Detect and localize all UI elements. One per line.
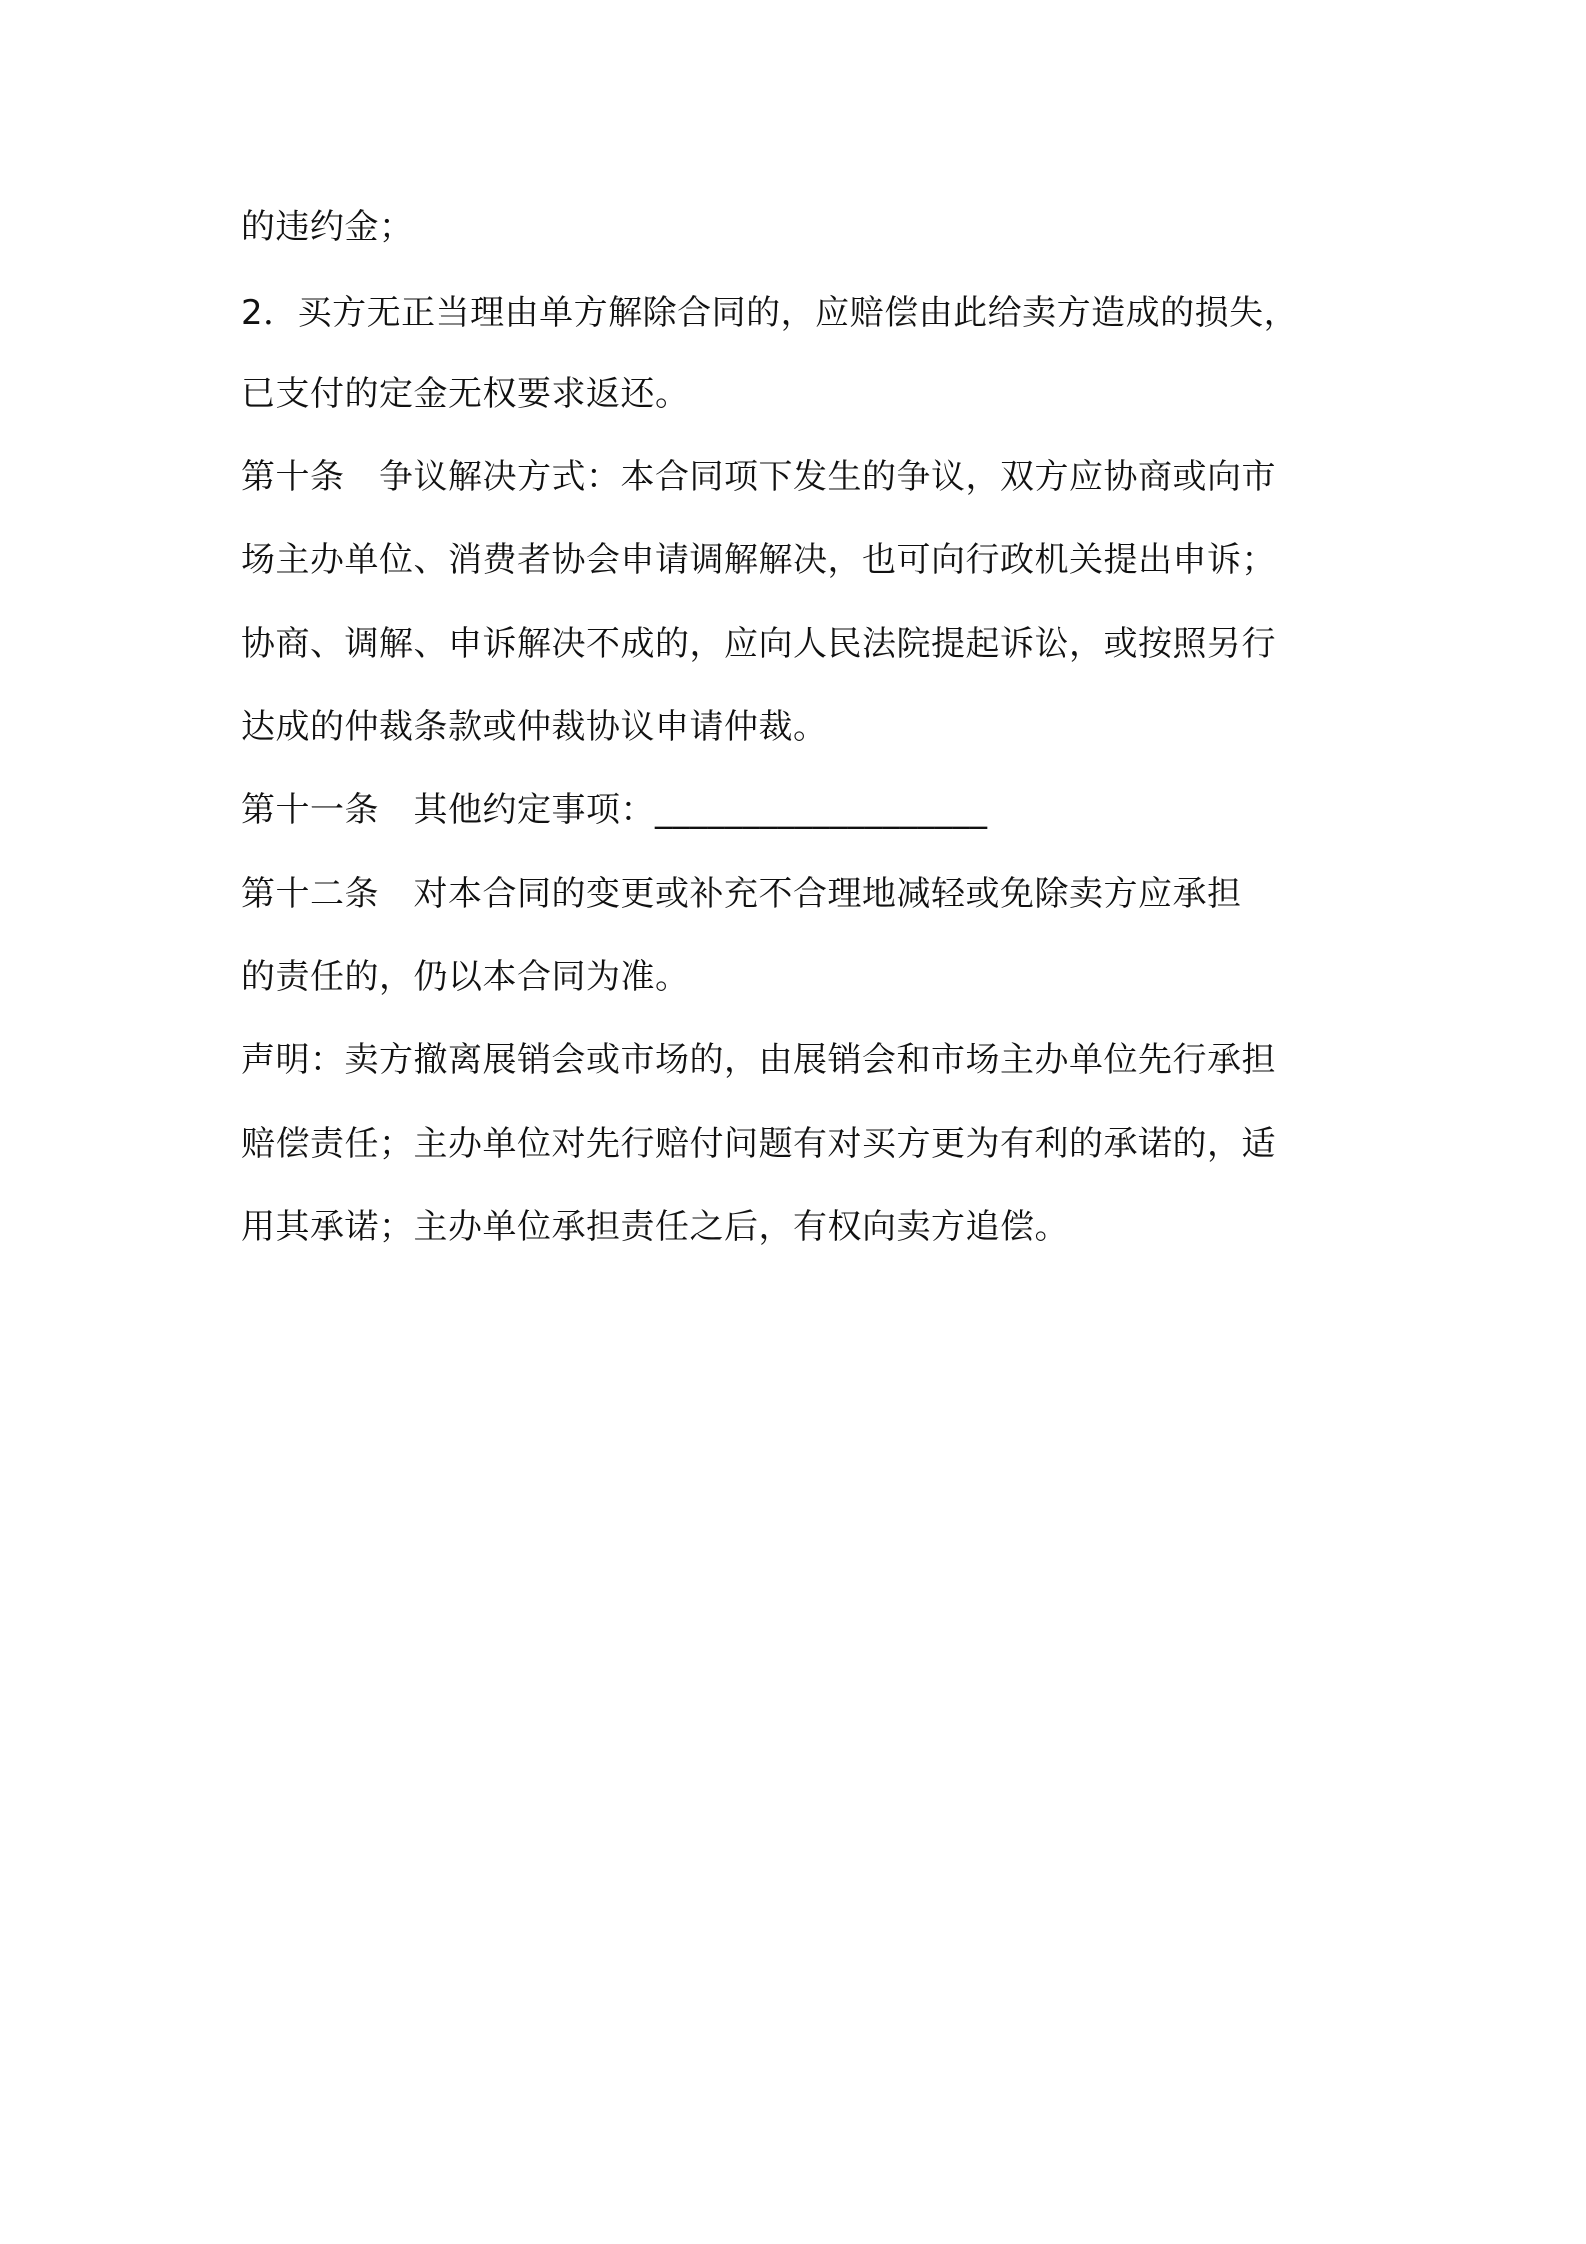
- text-line: 已支付的定金无权要求返还。: [241, 374, 690, 414]
- text-line: 场主办单位、消费者协会申请调解解决，也可向行政机关提出申诉；: [241, 540, 1276, 580]
- text-line: 声明：卖方撤离展销会或市场的，由展销会和市场主办单位先行承担: [241, 1040, 1276, 1080]
- text-line: 赔偿责任；主办单位对先行赔付问题有对买方更为有利的承诺的，适: [241, 1124, 1276, 1164]
- text-line: 协商、调解、申诉解决不成的，应向人民法院提起诉讼，或按照另行: [241, 624, 1276, 664]
- text-line: 第十二条 对本合同的变更或补充不合理地减轻或免除卖方应承担: [241, 874, 1242, 914]
- text-line: 第十条 争议解决方式：本合同项下发生的争议，双方应协商或向市: [241, 457, 1276, 497]
- text-line: 2．买方无正当理由单方解除合同的，应赔偿由此给卖方造成的损失，: [241, 293, 1299, 333]
- text-line: 达成的仲裁条款或仲裁协议申请仲裁。: [241, 707, 828, 747]
- text-line: 的责任的，仍以本合同为准。: [241, 957, 690, 997]
- text-line: 第十一条 其他约定事项：___________________: [241, 790, 988, 830]
- text-line: 用其承诺；主办单位承担责任之后，有权向卖方追偿。: [241, 1207, 1069, 1247]
- text-line: 的违约金；: [241, 207, 414, 247]
